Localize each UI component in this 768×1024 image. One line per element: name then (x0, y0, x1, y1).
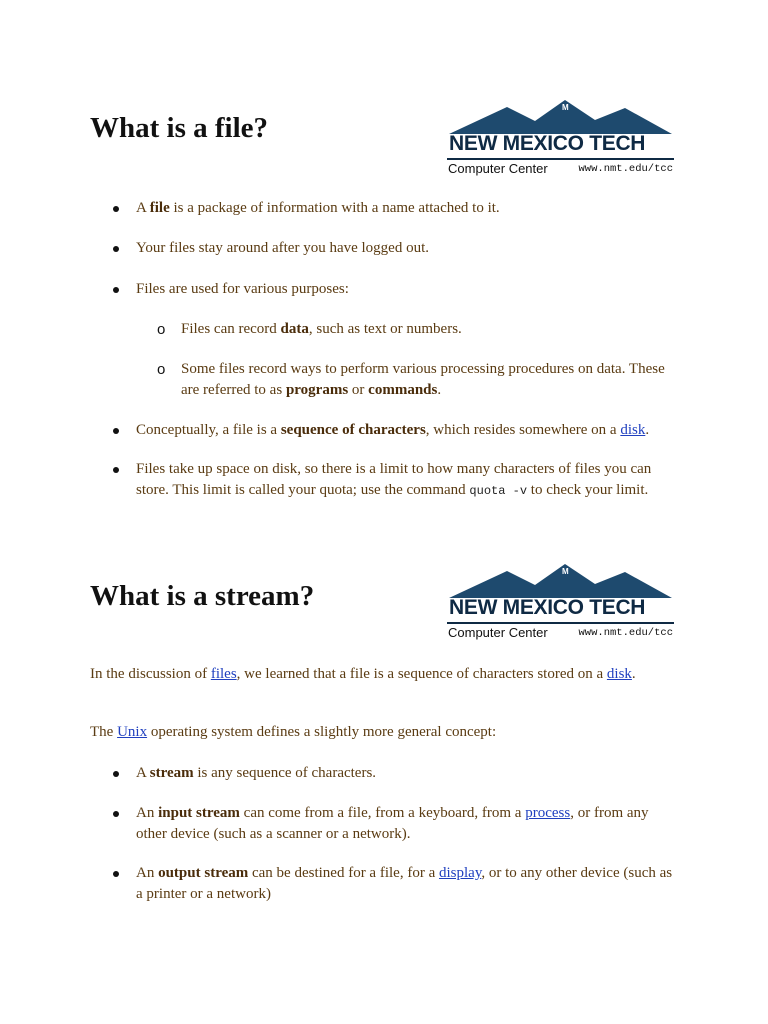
bullet-text (136, 240, 429, 256)
mountain-logo-icon (447, 562, 674, 598)
logo-subtitle: Computer Center (448, 625, 548, 640)
link-disk[interactable]: disk (606, 666, 632, 682)
bullet-text (136, 200, 500, 216)
text-run: . (437, 382, 442, 398)
bullet-sequence-of-characters (0, 420, 676, 441)
paragraph-files-recap (90, 664, 670, 685)
stream-bullet-list (0, 763, 768, 905)
subbullet-text (181, 321, 462, 337)
text-run: can come from a file, from a keyboard, from a (239, 805, 526, 821)
bold-term: output stream (158, 865, 249, 881)
text-run: . (631, 666, 636, 682)
file-bullet-list (0, 198, 768, 502)
bold-term: stream (149, 765, 194, 781)
bold-term: programs (285, 382, 349, 398)
section-title-file: What is a file? (90, 112, 269, 144)
text-run: Conceptually, a file is a (136, 422, 281, 438)
text-run: , which resides somewhere on a (425, 422, 621, 438)
bullet-files-purposes (0, 279, 676, 401)
svg-text:M: M (562, 567, 569, 576)
logo-url: www.nmt.edu/tcc (578, 163, 673, 175)
text-run: A (136, 200, 150, 216)
bold-term: input stream (158, 805, 240, 821)
section-title-stream: What is a stream? (90, 580, 315, 612)
bold-term: sequence of characters (280, 422, 426, 438)
mountain-logo-icon (447, 98, 674, 134)
bullet-file-definition (0, 198, 676, 219)
text-run: to check your limit. (527, 482, 649, 498)
nmt-logo (447, 98, 674, 183)
bullet-files-persist (0, 238, 676, 259)
bullet-text (136, 765, 376, 781)
nmt-logo-2 (447, 562, 674, 647)
text-run: Files are used for various purposes: (136, 281, 349, 297)
text-run: Files take up space on disk, so there is a limit to how many characters of files you can store. This limit is called your quota; use the command (136, 461, 652, 498)
subbullet-text (181, 361, 665, 398)
subbullet-data (136, 319, 671, 340)
logo-rule (447, 622, 674, 624)
paragraph-unix-concept (90, 722, 670, 743)
text-run: An (136, 805, 159, 821)
bullet-text (136, 865, 672, 902)
bullet-stream-definition (0, 763, 676, 784)
link-display[interactable]: display (438, 865, 482, 881)
bold-term: commands (368, 382, 438, 398)
bullet-text (136, 422, 649, 438)
bold-term: file (149, 200, 170, 216)
text-run: . (645, 422, 650, 438)
text-run: , or from any other device (such as a scanner or a network). (136, 805, 649, 842)
bullet-text (136, 461, 651, 498)
svg-text:M: M (562, 103, 569, 112)
bold-term: data (280, 321, 309, 337)
logo-name: NEW MEXICO TECH (449, 596, 646, 619)
purposes-sublist (136, 319, 676, 401)
text-run: is any sequence of characters. (193, 765, 377, 781)
bullet-text (136, 281, 349, 297)
text-run: can be destined for a file, for a (248, 865, 439, 881)
logo-url: www.nmt.edu/tcc (578, 627, 673, 639)
bullet-output-stream (0, 863, 676, 905)
text-run: Some files record ways to perform various processing procedures on data. These are referred to as (181, 361, 665, 398)
text-run: is a package of information with a name attached to it. (169, 200, 500, 216)
text-run: In the discussion of (90, 666, 211, 682)
text-run: or (348, 382, 369, 398)
logo-rule (447, 158, 674, 160)
logo-name: NEW MEXICO TECH (449, 132, 646, 155)
link-files[interactable]: files (210, 666, 237, 682)
text-run: , such as text or numbers. (308, 321, 462, 337)
subbullet-programs (136, 359, 671, 401)
logo-subtitle: Computer Center (448, 161, 548, 176)
bullet-input-stream (0, 803, 676, 845)
text-run: A (136, 765, 150, 781)
text-run: , we learned that a file is a sequence of characters stored on a (236, 666, 607, 682)
text-run: An (136, 865, 159, 881)
link-disk[interactable]: disk (620, 422, 646, 438)
text-run: operating system defines a slightly more general concept: (147, 724, 497, 740)
link-process[interactable]: process (525, 805, 571, 821)
text-run: Files can record (181, 321, 281, 337)
bullet-text (136, 805, 649, 842)
text-run: , or to any other device (such as a printer or a network) (136, 865, 673, 902)
command-code: quota -v (469, 484, 528, 498)
bullet-quota (0, 459, 676, 502)
text-run: The (90, 724, 118, 740)
text-run: Your files stay around after you have logged out. (136, 240, 429, 256)
link-unix[interactable]: Unix (117, 724, 148, 740)
